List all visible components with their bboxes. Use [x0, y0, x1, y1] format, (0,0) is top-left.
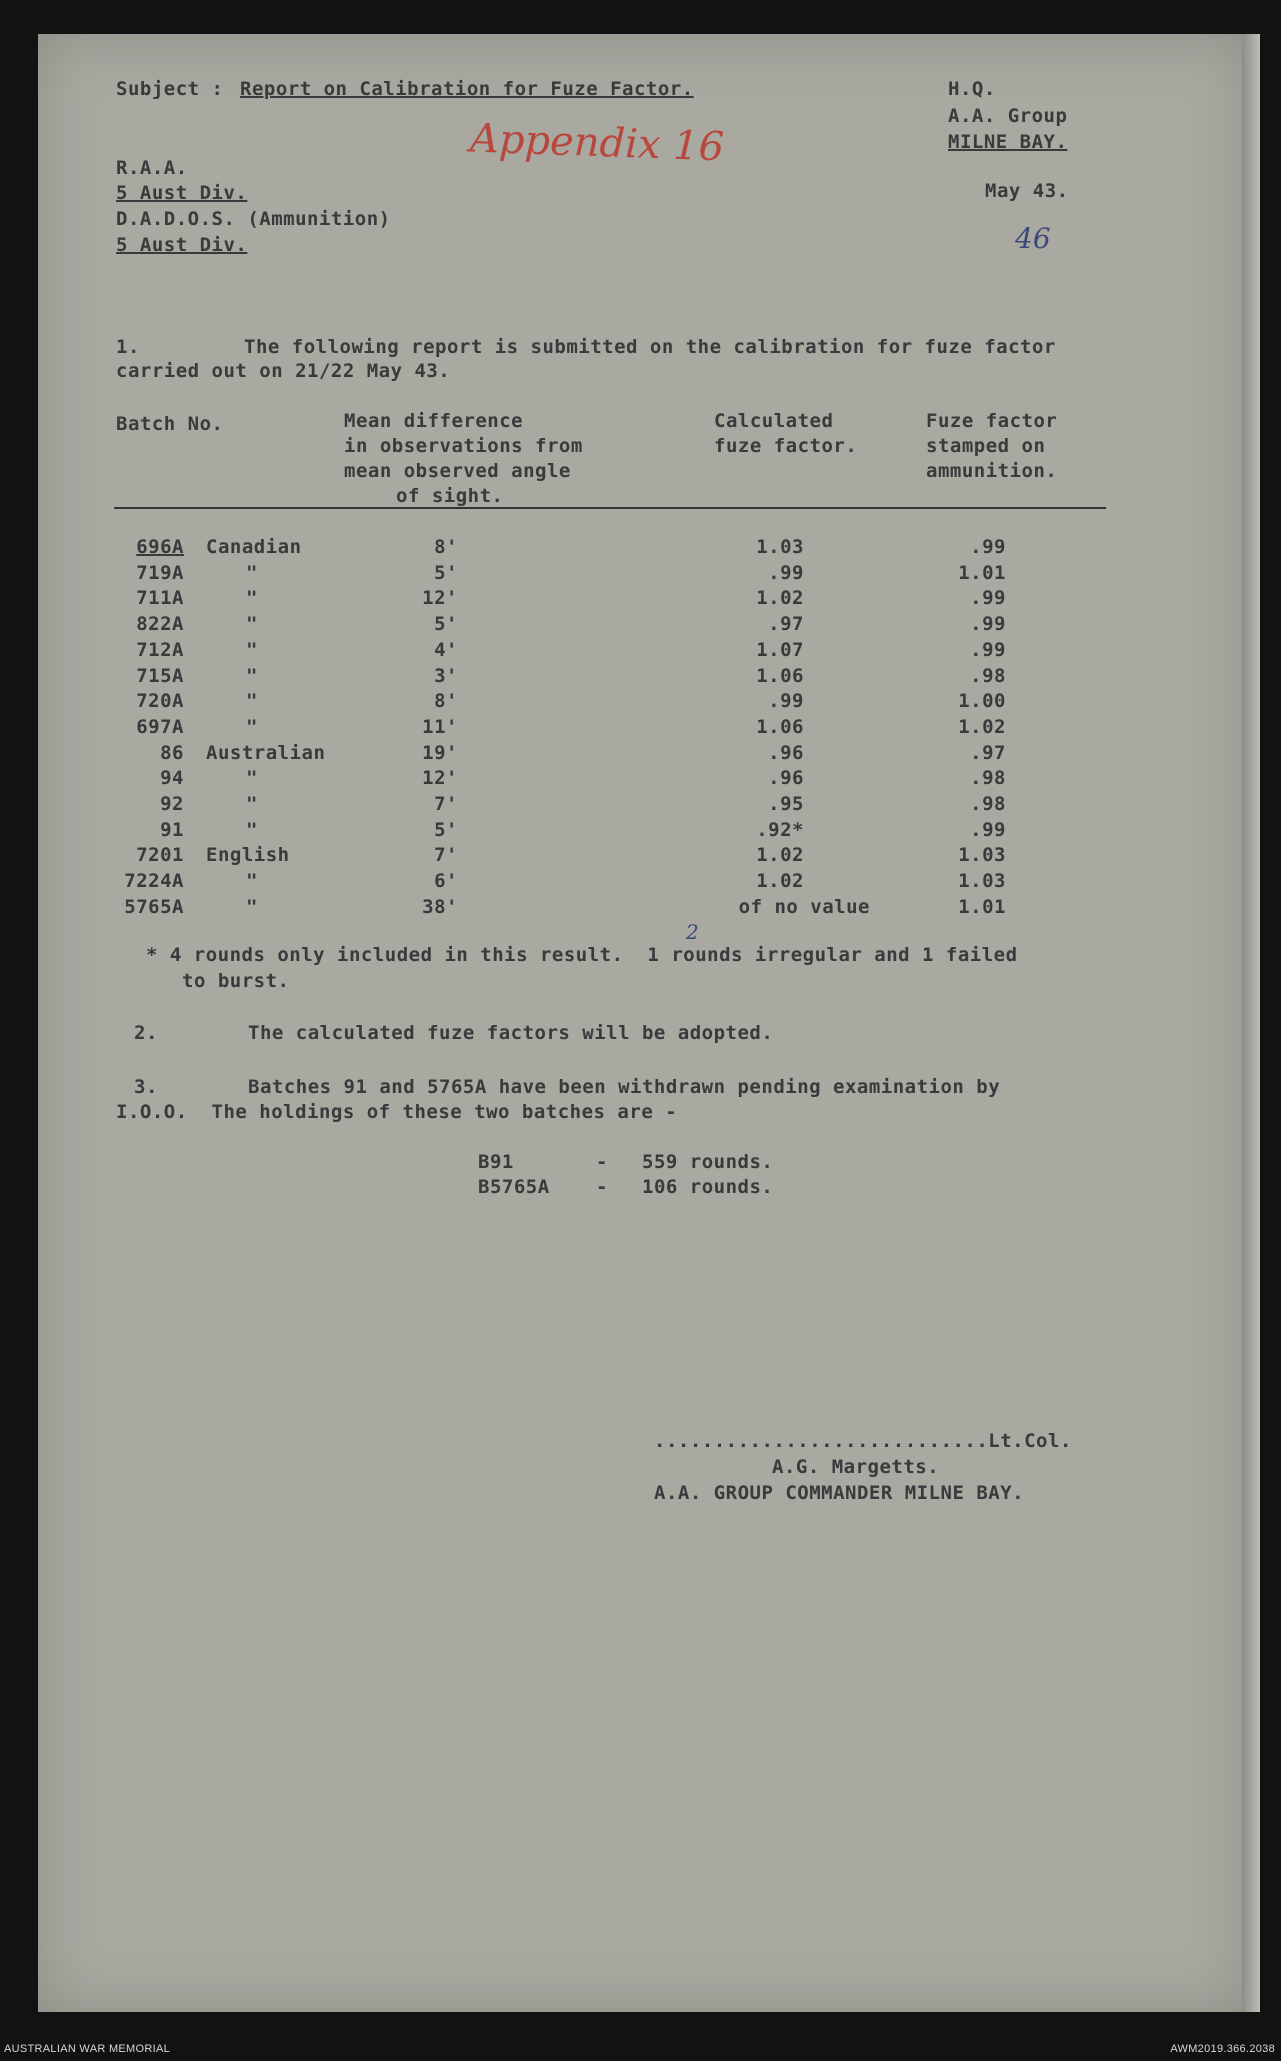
difference-cell: 12': [422, 587, 458, 610]
stamped-cell: .99: [970, 638, 1006, 661]
stamped-cell: 1.00: [958, 690, 1006, 713]
origin-cell: ": [246, 613, 258, 636]
stamped-cell: .99: [970, 818, 1006, 841]
batch-cell: 822A: [136, 613, 184, 636]
difference-cell: 8': [434, 536, 458, 558]
holding-batch-2: B5765A: [478, 1176, 550, 1198]
origin-cell: ": [246, 767, 258, 790]
batch-cell: 7201: [136, 844, 184, 867]
difference-cell: 6': [434, 870, 458, 893]
stamped-cell: 1.03: [958, 870, 1006, 893]
calculated-cell: .99: [768, 690, 804, 713]
stamped-cell: .98: [970, 793, 1006, 815]
footer-right: AWM2019.366.2038: [1170, 2043, 1275, 2055]
calculated-cell: .92*: [756, 818, 804, 841]
holding-amount-2: 106 rounds.: [642, 1176, 774, 1198]
to-line-1: R.A.A.: [116, 157, 188, 179]
origin-cell: ": [246, 715, 258, 738]
batch-cell: 696A: [136, 536, 184, 558]
stamped-cell: .99: [970, 536, 1006, 558]
footnote-correction: 2: [686, 920, 699, 944]
stamped-cell: .97: [970, 741, 1006, 764]
holding-dash-2: -: [596, 1176, 608, 1198]
header-calc-1: Calculated: [714, 410, 834, 432]
from-line-2: A.A. Group: [948, 105, 1068, 127]
calculated-cell: .95: [768, 793, 804, 815]
header-mean-diff-3: mean observed angle: [344, 460, 571, 482]
footnote-line1: * 4 rounds only included in this result. 1 rounds irregular and 1 failed: [146, 944, 1018, 966]
batch-cell: 94: [160, 767, 184, 790]
header-batch: Batch No.: [116, 413, 224, 435]
batch-cell: 91: [160, 818, 184, 841]
batch-cell: 92: [160, 793, 184, 815]
calculated-cell: 1.02: [756, 587, 804, 610]
header-mean-diff-1: Mean difference: [344, 410, 524, 432]
calculated-cell: .97: [768, 613, 804, 636]
header-calc-2: fuze factor.: [714, 435, 858, 457]
footer-left: AUSTRALIAN WAR MEMORIAL: [4, 2043, 171, 2055]
para1-line2: carried out on 21/22 May 43.: [116, 360, 451, 382]
calculated-cell: of no value: [738, 895, 870, 918]
footnote-line2: to burst.: [182, 970, 290, 992]
origin-cell: ": [246, 587, 258, 610]
stamped-cell: 1.01: [958, 561, 1006, 584]
batch-cell: 86: [160, 741, 184, 764]
batch-cell: 719A: [136, 561, 184, 584]
stamped-cell: .98: [970, 767, 1006, 790]
para3-number: 3.: [134, 1076, 158, 1098]
header-stamped-1: Fuze factor: [926, 410, 1058, 432]
difference-cell: 4': [434, 638, 458, 661]
origin-cell: Canadian: [206, 536, 302, 558]
calculated-cell: 1.03: [756, 536, 804, 558]
to-line-4: 5 Aust Div.: [116, 234, 248, 256]
origin-cell: ": [246, 664, 258, 687]
header-mean-diff-4: of sight.: [396, 485, 504, 507]
origin-cell: Australian: [206, 741, 326, 764]
calculated-cell: 1.02: [756, 870, 804, 893]
document-date: May 43.: [985, 180, 1069, 202]
origin-cell: English: [206, 844, 290, 867]
header-mean-diff-2: in observations from: [344, 435, 583, 457]
page-number-annotation: 46: [1015, 222, 1051, 255]
para2-number: 2.: [134, 1022, 158, 1044]
origin-cell: ": [246, 561, 258, 584]
stamped-cell: .98: [970, 664, 1006, 687]
stamped-cell: 1.03: [958, 844, 1006, 867]
batch-cell: 7224A: [124, 870, 184, 893]
from-line-3: MILNE BAY.: [948, 131, 1068, 153]
para3-line1: Batches 91 and 5765A have been withdrawn pending examination by: [248, 1076, 1001, 1098]
calculated-cell: .99: [768, 561, 804, 584]
origin-cell: ": [246, 638, 258, 661]
difference-cell: 7': [434, 793, 458, 815]
origin-cell: ": [246, 818, 258, 841]
origin-cell: ": [246, 870, 258, 893]
appendix-annotation: Appendix 16: [469, 115, 725, 171]
signature-line: ............................Lt.Col.: [654, 1430, 1072, 1452]
difference-cell: 11': [422, 715, 458, 738]
stamped-cell: 1.02: [958, 715, 1006, 738]
origin-cell: ": [246, 793, 258, 815]
subject-text: Report on Calibration for Fuze Factor.: [240, 78, 694, 100]
difference-cell: 5': [434, 613, 458, 636]
header-stamped-2: stamped on: [926, 435, 1046, 457]
page-edge: [1242, 34, 1260, 2012]
to-line-3: D.A.D.O.S. (Ammunition): [116, 208, 391, 230]
from-line-1: H.Q.: [948, 78, 996, 100]
signatory-title: A.A. GROUP COMMANDER MILNE BAY.: [654, 1482, 1025, 1504]
holding-batch-1: B91: [478, 1151, 514, 1173]
calculated-cell: .96: [768, 741, 804, 764]
difference-cell: 3': [434, 664, 458, 687]
batch-cell: 712A: [136, 638, 184, 661]
para2-text: The calculated fuze factors will be adopted.: [248, 1022, 774, 1044]
difference-cell: 38': [422, 895, 458, 918]
batch-cell: 711A: [136, 587, 184, 610]
difference-cell: 8': [434, 690, 458, 713]
difference-cell: 7': [434, 844, 458, 867]
origin-cell: ": [246, 895, 258, 918]
stamped-cell: 1.01: [958, 895, 1006, 918]
para1-number: 1.: [116, 336, 140, 358]
holding-dash-1: -: [596, 1151, 608, 1173]
stamped-cell: .99: [970, 613, 1006, 636]
subject-label: Subject :: [116, 78, 224, 100]
stamped-cell: .99: [970, 587, 1006, 610]
para3-line2: I.O.O. The holdings of these two batches are -: [116, 1101, 678, 1123]
difference-cell: 5': [434, 818, 458, 841]
difference-cell: 12': [422, 767, 458, 790]
batch-cell: 5765A: [124, 895, 184, 918]
header-stamped-3: ammunition.: [926, 460, 1058, 482]
calculated-cell: 1.06: [756, 715, 804, 738]
holding-amount-1: 559 rounds.: [642, 1151, 774, 1173]
batch-cell: 697A: [136, 715, 184, 738]
batch-cell: 720A: [136, 690, 184, 713]
calculated-cell: 1.07: [756, 638, 804, 661]
origin-cell: ": [246, 690, 258, 713]
to-line-2: 5 Aust Div.: [116, 182, 248, 204]
calculated-cell: .96: [768, 767, 804, 790]
difference-cell: 19': [422, 741, 458, 764]
table-header-rule: [114, 507, 1106, 509]
signatory-name: A.G. Margetts.: [772, 1456, 940, 1478]
calculated-cell: 1.06: [756, 664, 804, 687]
para1-line1: The following report is submitted on the calibration for fuze factor: [244, 336, 1056, 358]
calculated-cell: 1.02: [756, 844, 804, 867]
difference-cell: 5': [434, 561, 458, 584]
batch-cell: 715A: [136, 664, 184, 687]
